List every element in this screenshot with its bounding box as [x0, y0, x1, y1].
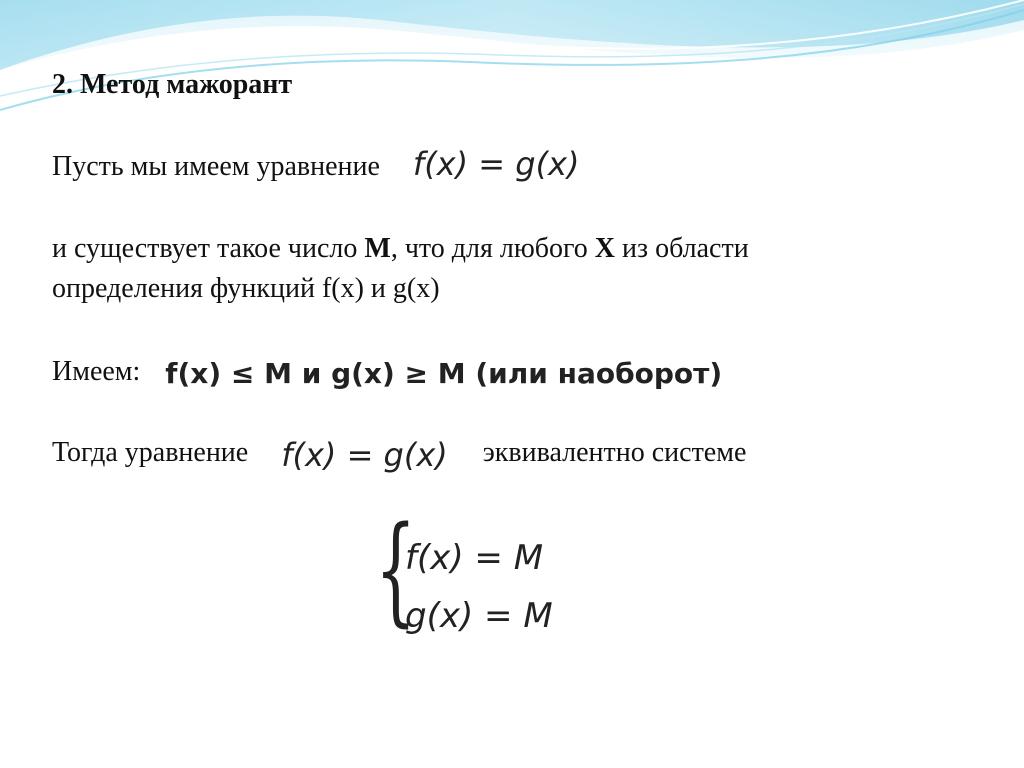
text-line-5	[52, 436, 746, 472]
text-fragment: , что для любого	[390, 233, 595, 264]
text-line-1	[52, 144, 580, 184]
equation-main: f(x) = g(x)	[412, 144, 580, 183]
inequality-statement: f(x) ≤ M и g(x) ≥ M (или наоборот)	[165, 356, 723, 390]
equation-system	[375, 500, 605, 646]
slide-title: 2. Метод мажорант	[52, 69, 293, 100]
text-then-equation: Тогда уравнение	[52, 437, 249, 468]
text-fragment: и существует такое число	[52, 233, 365, 264]
text-line-4	[52, 355, 722, 391]
symbol-M: М	[364, 233, 391, 264]
intro-text: Пусть мы имеем уравнение	[52, 151, 380, 182]
text-fragment: из области	[615, 233, 749, 264]
system-equation-2: g(x) = M	[405, 596, 553, 636]
system-equation-1: f(x) = M	[405, 538, 544, 578]
equation-main-repeat: f(x) = g(x)	[281, 435, 448, 474]
symbol-X: Х	[594, 233, 616, 264]
header-wave-decoration	[0, 0, 1024, 130]
text-line-3: определения функций f(x) и g(x)	[52, 273, 440, 304]
label-imeem: Имеем:	[52, 356, 141, 387]
left-brace: {	[375, 500, 417, 638]
text-line-2	[52, 232, 749, 266]
text-equivalent-system: эквивалентно системе	[482, 437, 747, 468]
